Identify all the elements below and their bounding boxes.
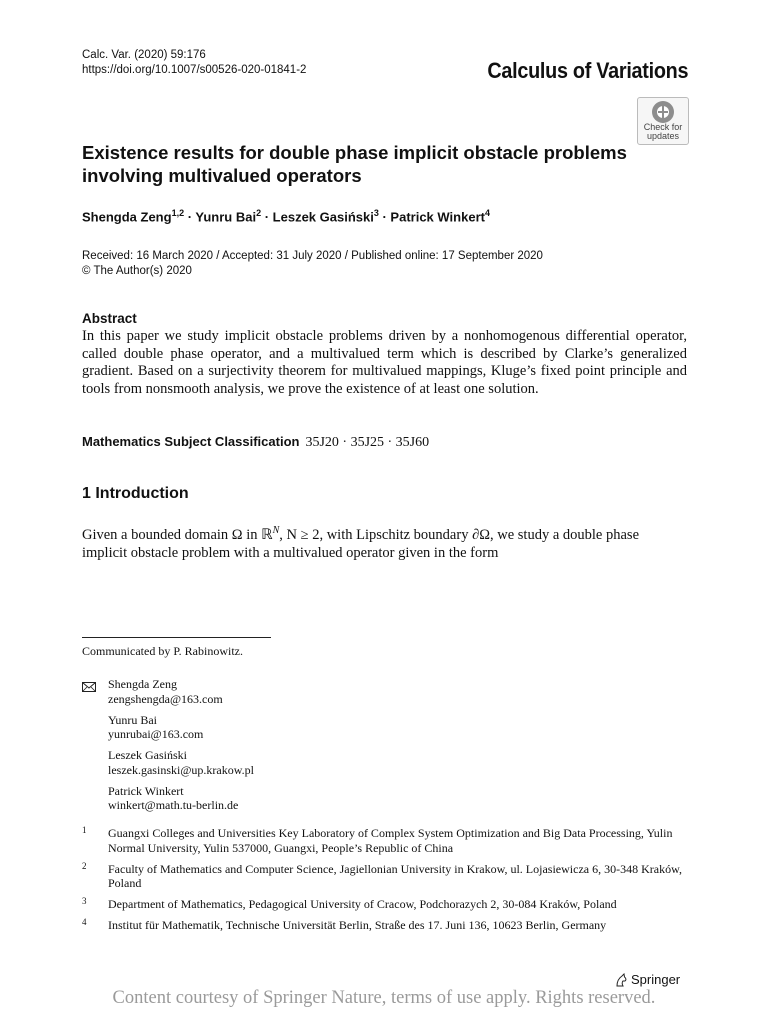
affiliation-item bbox=[82, 862, 692, 891]
author-affiliation-marker: 1,2 bbox=[171, 208, 185, 218]
author-list bbox=[82, 208, 490, 224]
check-for-updates-badge[interactable] bbox=[637, 97, 689, 145]
affiliation-item bbox=[82, 897, 692, 912]
history-dates: Received: 16 March 2020 / Accepted: 31 July 2020 / Published online: 17 September 2020 bbox=[82, 250, 543, 262]
author-name[interactable]: Shengda Zeng bbox=[82, 209, 172, 225]
contact-email[interactable]: zengshengda@163.com bbox=[108, 691, 223, 706]
contact-entry bbox=[108, 748, 254, 777]
badge-label: Check for updates bbox=[643, 122, 683, 141]
courtesy-notice: Content courtesy of Springer Nature, terms of use apply. Rights reserved. bbox=[112, 988, 656, 1008]
publication-dates bbox=[82, 249, 543, 279]
contact-email[interactable]: leszek.gasinski@up.krakow.pl bbox=[108, 762, 254, 777]
affiliation-text: Institut für Mathematik, Technische Universität Berlin, Straße des 17. Juni 136, 10623 Berlin, Germany bbox=[108, 918, 607, 932]
author-name[interactable]: Leszek Gasiński bbox=[272, 209, 374, 225]
introduction-paragraph: Given a bounded domain Ω in ℝ$^N$, N ≥ 2, with Lipschitz boundary ∂Ω, we study a double phase implicit obstacle problem with a multivalued operator given in the form bbox=[82, 525, 640, 561]
section-number: 1 bbox=[82, 485, 91, 502]
affiliation-text: Guangxi Colleges and Universities Key Laboratory of Complex System Optimization and Big Data Processing, Yulin Normal University, Yulin 537000, Guangxi, People’s Republic of China bbox=[108, 826, 673, 855]
author-name[interactable]: Yunru Bai bbox=[195, 209, 257, 225]
contact-email[interactable]: winkert@math.tu-berlin.de bbox=[108, 798, 239, 812]
author-separator: · bbox=[378, 209, 391, 225]
section-heading bbox=[82, 485, 189, 503]
msc-classification bbox=[82, 434, 429, 451]
contact-list bbox=[108, 677, 254, 819]
affiliation-number: 4 bbox=[82, 917, 87, 927]
affiliation-number: 2 bbox=[82, 860, 87, 871]
paper-title: Existence results for double phase implicit obstacle problems involving multivalued operators bbox=[82, 142, 627, 186]
affiliation-number: 1 bbox=[82, 825, 87, 835]
affiliation-text: Faculty of Mathematics and Computer Science, Jagiellonian University in Krakow, ul. Lojasiewicza 6, 30-348 Kraków, Poland bbox=[108, 861, 682, 890]
affiliation-item bbox=[82, 826, 692, 855]
journal-name: Calculus of Variations bbox=[487, 58, 688, 83]
footnote-divider bbox=[82, 637, 271, 638]
communicated-by: Communicated by P. Rabinowitz. bbox=[82, 644, 243, 658]
real-numbers-symbol: ℝ bbox=[261, 526, 273, 543]
contact-email[interactable]: yunrubai@163.com bbox=[108, 727, 204, 741]
contact-name: Shengda Zeng bbox=[108, 677, 177, 691]
affiliation-list bbox=[82, 826, 692, 939]
contact-name: Patrick Winkert bbox=[108, 783, 184, 798]
msc-codes: 35J20 · 35J25 · 35J60 bbox=[305, 435, 430, 450]
author-separator: · bbox=[184, 209, 196, 225]
author-affiliation-marker: 2 bbox=[256, 208, 262, 218]
contact-entry bbox=[108, 784, 254, 813]
affiliation-text: Department of Mathematics, Pedagogical University of Cracow, Podchorazych 2, 30-084 Kraków, Poland bbox=[108, 897, 617, 911]
author-separator: · bbox=[261, 209, 273, 225]
doi-link[interactable]: https://doi.org/10.1007/s00526-020-01841-2 bbox=[82, 64, 307, 76]
copyright-notice: © The Author(s) 2020 bbox=[82, 265, 192, 277]
abstract-text: In this paper we study implicit obstacle problems driven by a nonhomogenous differential operator, called double phase operator, and a multivalued term which is described by Clarke’s generalized gradient. Based on a surjectivity theorem for multivalued mappings, Kluge’s fixed point principle and tools from nonsmooth analysis, we prove the existence of at least one solution. bbox=[82, 328, 687, 397]
springer-horse-icon bbox=[614, 973, 628, 987]
section-title: Introduction bbox=[95, 485, 189, 502]
contact-entry bbox=[108, 713, 254, 742]
envelope-icon bbox=[82, 679, 96, 697]
author-name[interactable]: Patrick Winkert bbox=[390, 209, 485, 225]
author-affiliation-marker: 3 bbox=[373, 208, 379, 218]
check-for-updates-icon bbox=[651, 100, 675, 124]
contact-entry bbox=[108, 677, 254, 706]
dimension-superscript: N bbox=[272, 525, 280, 536]
publisher-logo bbox=[614, 972, 680, 987]
affiliation-item bbox=[82, 918, 692, 933]
journal-reference bbox=[82, 48, 306, 78]
msc-label: Mathematics Subject Classification bbox=[82, 434, 300, 449]
contact-name: Yunru Bai bbox=[108, 712, 157, 727]
publisher-name: Springer bbox=[631, 972, 681, 987]
journal-citation: Calc. Var. (2020) 59:176 bbox=[82, 49, 206, 61]
contact-name: Leszek Gasiński bbox=[108, 748, 187, 762]
author-affiliation-marker: 4 bbox=[484, 208, 490, 218]
abstract-heading: Abstract bbox=[82, 311, 137, 326]
affiliation-number: 3 bbox=[82, 896, 87, 906]
